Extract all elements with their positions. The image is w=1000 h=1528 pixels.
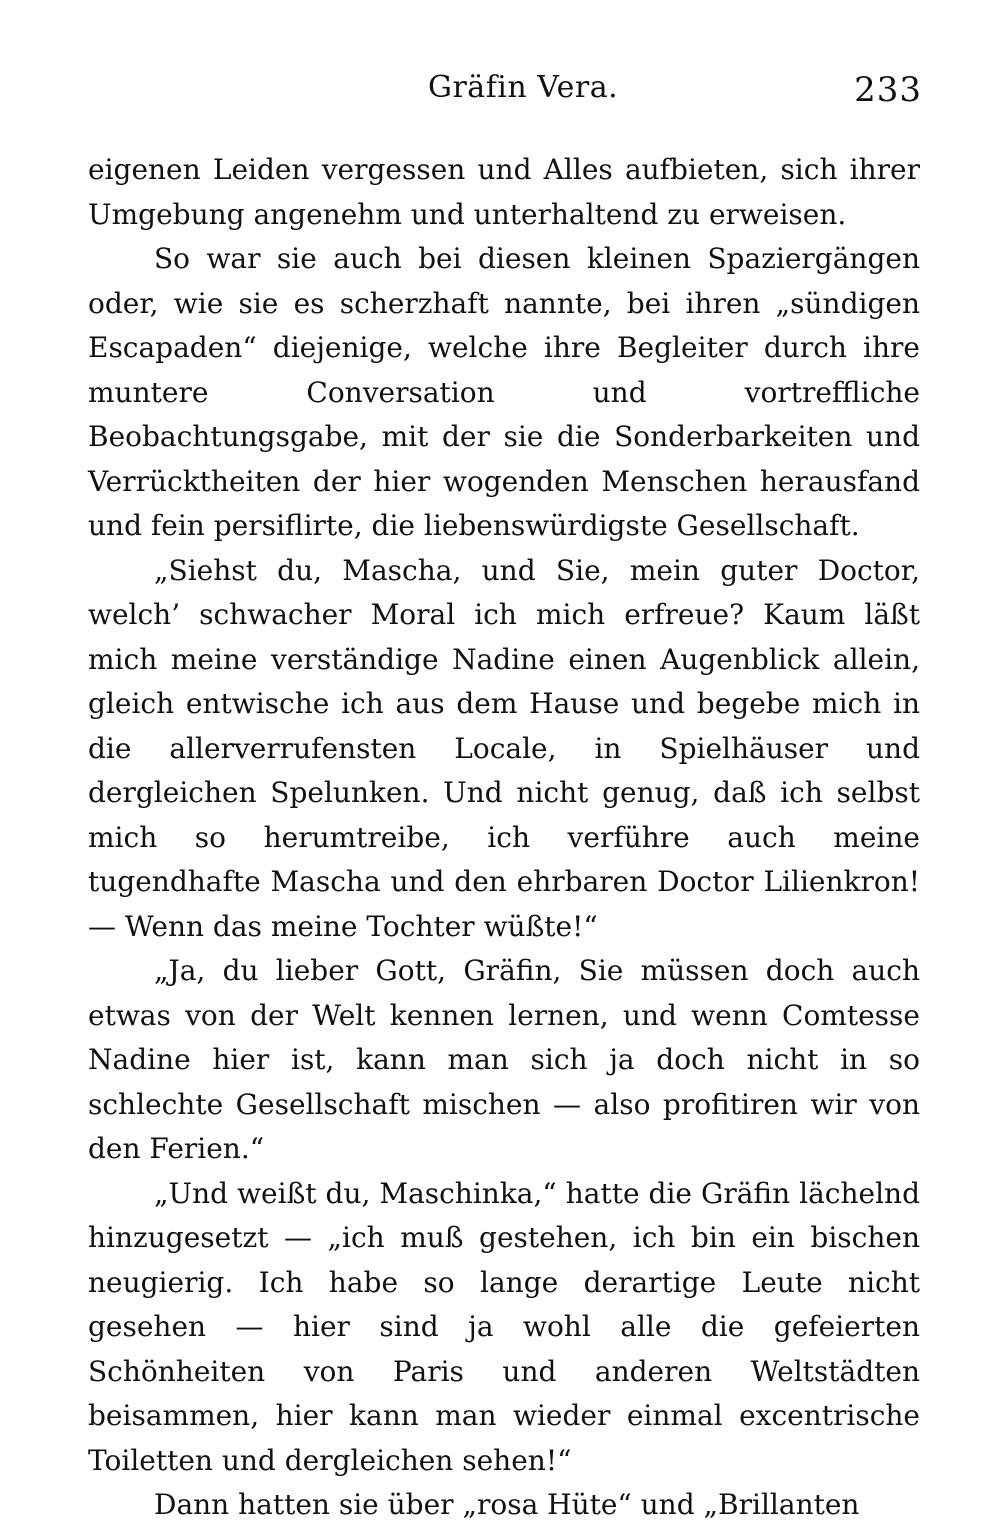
paragraph: „Und weißt du, Maschinka,“ hatte die Gräfin lächelnd hinzugesetzt — „ich muß gestehen, ich bin ein bischen neugierig. Ich habe so lange derartige Leute nicht gesehen — hier sind ja wohl alle die gefeierten Schönheiten von Paris und anderen Weltstädten beisammen, hier kann man wieder einmal excentrische Toiletten und dergleichen sehen!“ [88, 1176, 920, 1477]
paragraph: „Ja, du lieber Gott, Gräfin, Sie müssen doch auch etwas von der Welt kennen lernen, und wenn Comtesse Nadine hier ist, kann man sich ja doch nicht in so schlechte Gesellschaft mischen — also profitiren wir von den Ferien.“ [88, 954, 920, 1165]
paragraph: „Siehst du, Mascha, und Sie, mein guter Doctor, welch’ schwacher Moral ich mich erfreue? Kaum läßt mich meine verständige Nadine einen Augenblick allein, gleich entwische ich aus dem Hause und begebe mich in die allerverrufensten Locale, in Spielhäuser und dergleichen Spelunken. Und nicht genug, daß ich selbst mich so herumtreibe, ich verführe auch meine tugendhafte Mascha und den ehrbaren Doctor Lilienkron! — Wenn das meine Tochter wüßte!“ [88, 553, 920, 943]
page-number: 233 [854, 70, 922, 110]
paragraph: So war sie auch bei diesen kleinen Spaziergängen oder, wie sie es scherzhaft nannte, bei ihren „sündigen Escapaden“ diejenige, welche ihre Begleiter durch ihre muntere Conversation und vortreffliche Beobachtungsgabe, mit der sie die Sonderbarkeiten und Verrücktheiten der hier wogenden Menschen herausfand und fein persiflirte, die liebenswürdigste Gesellschaft. [88, 242, 920, 542]
running-title: Gräfin Vera. [428, 70, 619, 105]
paragraph-continuation: eigenen Leiden vergessen und Alles aufbieten, sich ihrer Umgebung angenehm und unterhaltend zu erweisen. [88, 153, 920, 231]
body-text [88, 148, 920, 1528]
page-header [0, 70, 1000, 120]
paragraph: Dann hatten sie über „rosa Hüte“ und „Brillanten [154, 1488, 860, 1521]
